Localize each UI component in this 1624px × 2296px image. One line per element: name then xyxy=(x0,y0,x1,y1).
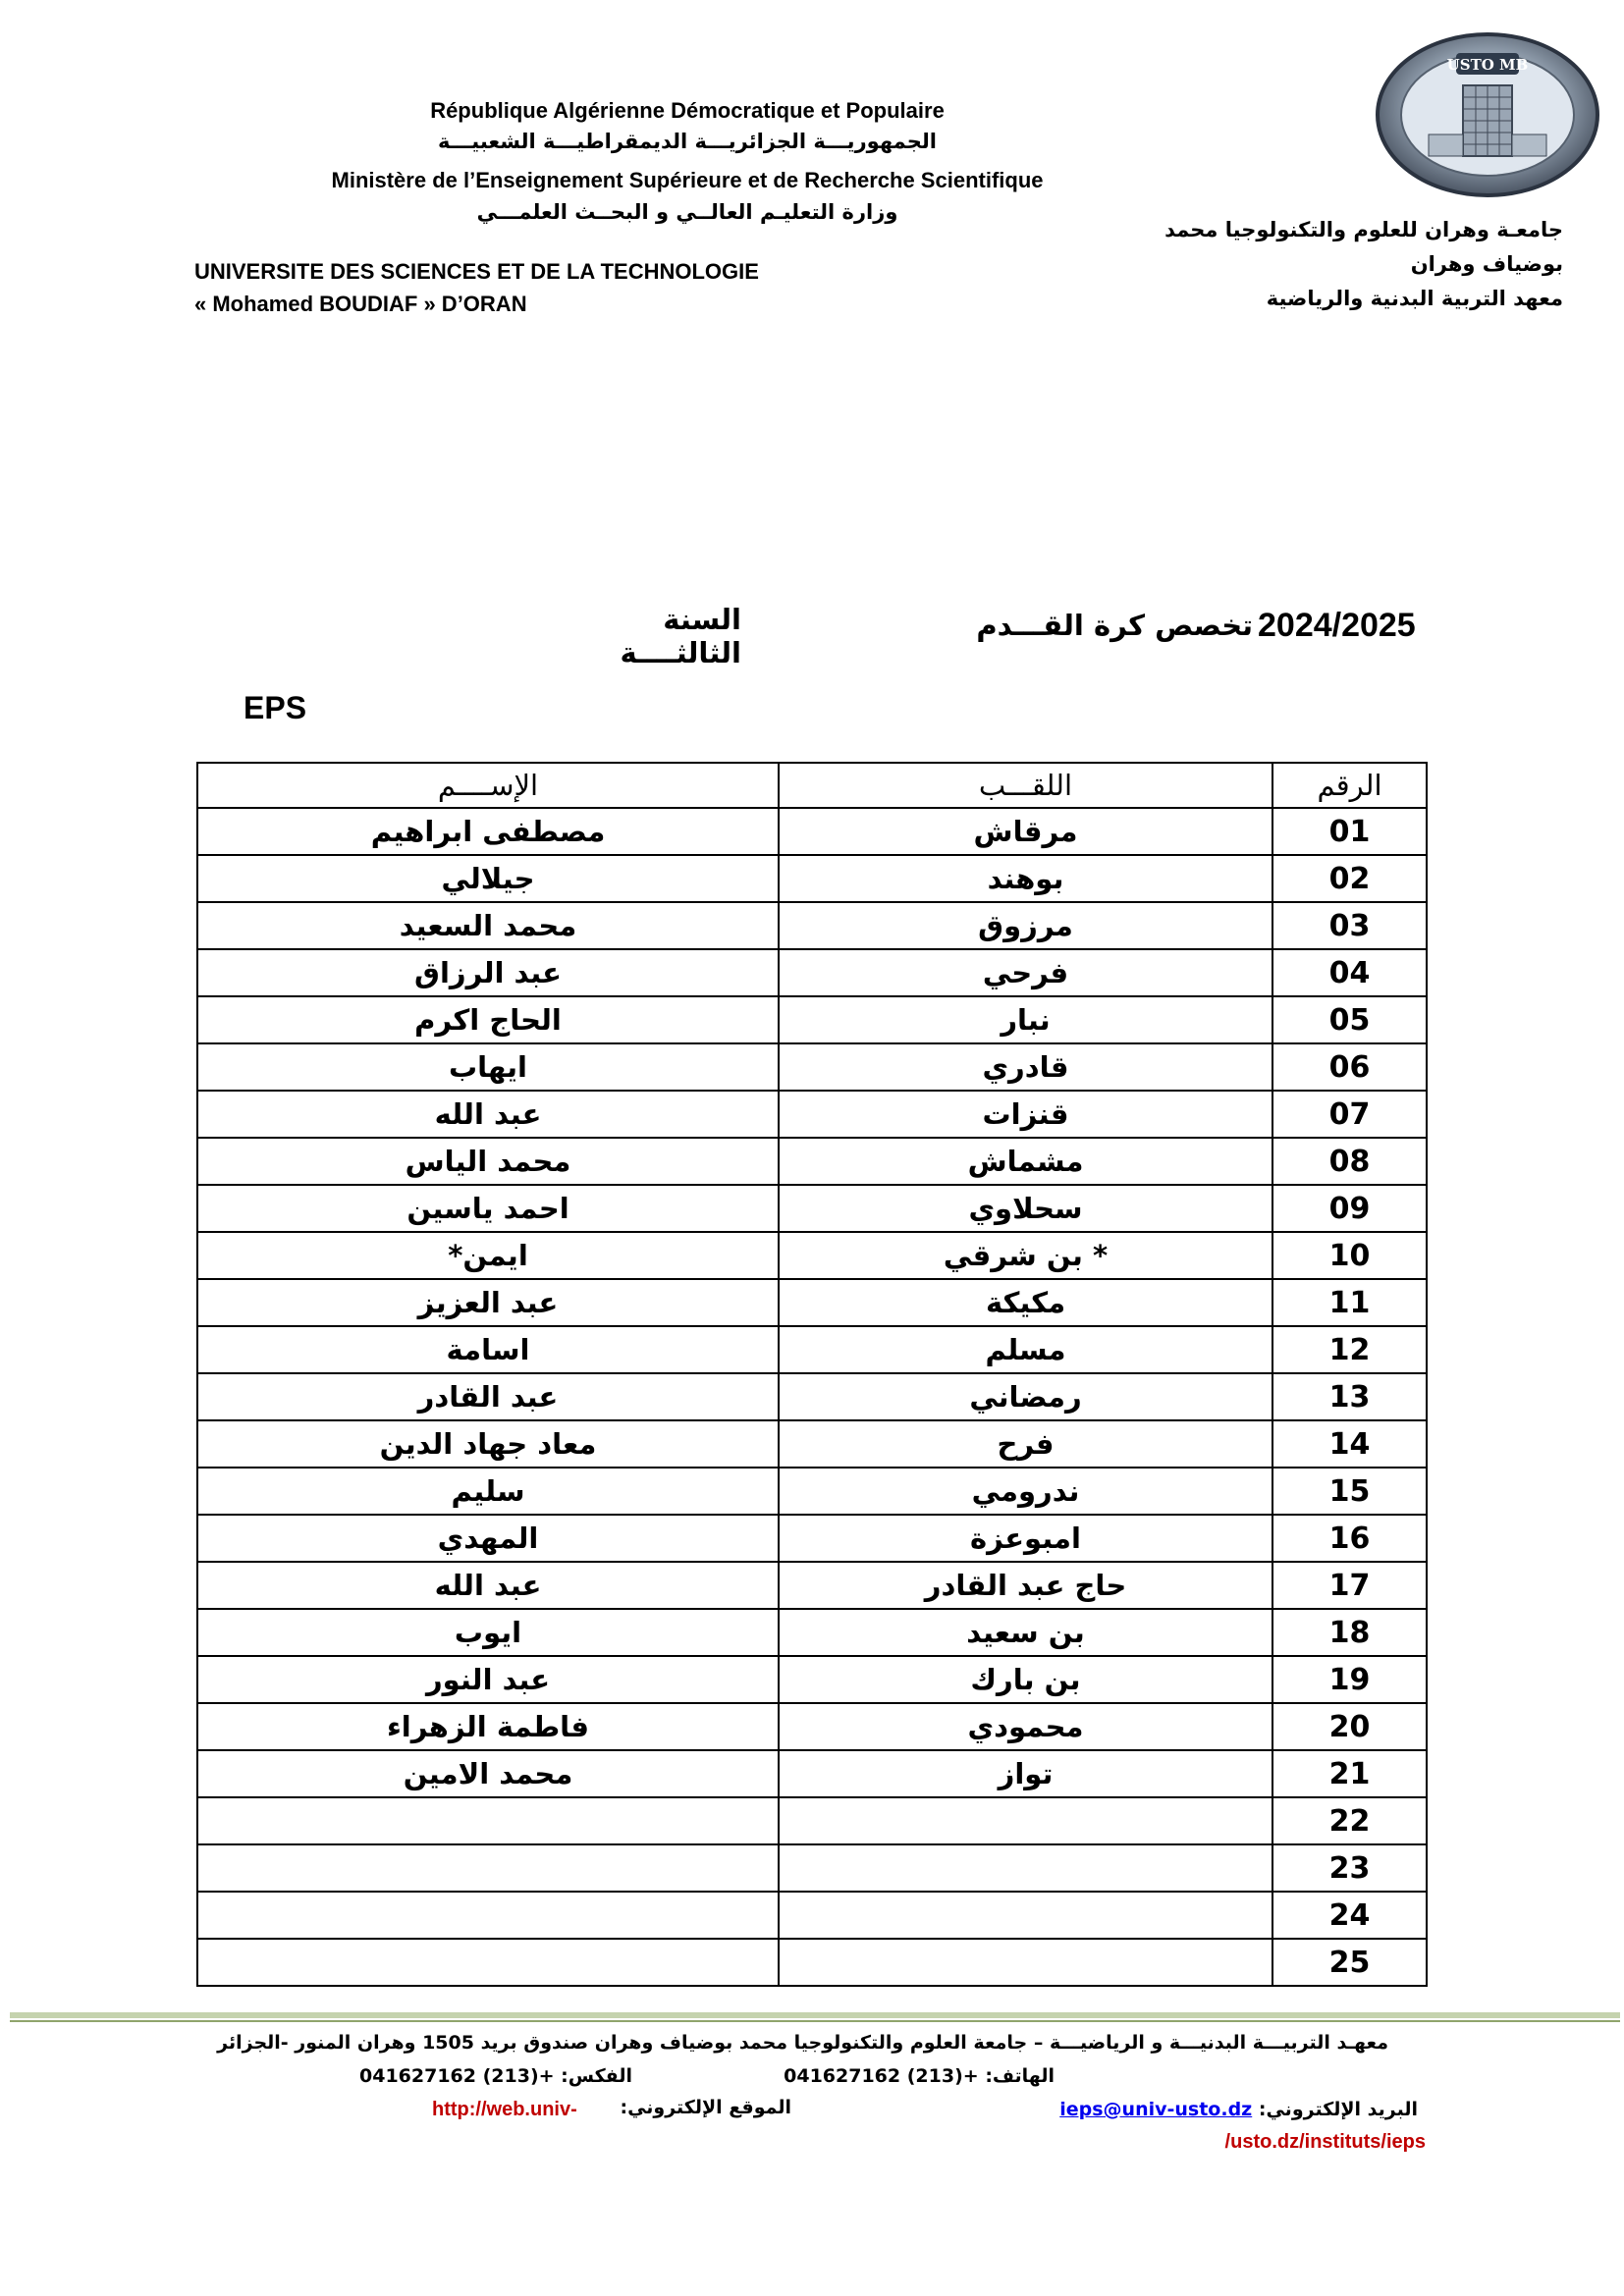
student-name-cell: معاد جهاد الدين xyxy=(197,1420,779,1468)
table-row xyxy=(197,1797,1427,1844)
student-surname-cell: نبار xyxy=(779,996,1272,1043)
table-row xyxy=(197,1373,1427,1420)
table-row xyxy=(197,1750,1427,1797)
student-surname-cell: رمضاني xyxy=(779,1373,1272,1420)
student-number-cell: 12 xyxy=(1272,1326,1427,1373)
student-surname-cell: مكيكة xyxy=(779,1279,1272,1326)
table-row xyxy=(197,1091,1427,1138)
logo-text: USTO MB xyxy=(1446,56,1529,74)
student-number-cell: 13 xyxy=(1272,1373,1427,1420)
student-name-cell: سليم xyxy=(197,1468,779,1515)
table-row xyxy=(197,1468,1427,1515)
phone-label: الهاتف: xyxy=(985,2065,1055,2087)
university-city-ar: بوضياف وهران xyxy=(1410,252,1563,276)
student-name-cell: المهدي xyxy=(197,1515,779,1562)
student-name-cell xyxy=(197,1844,779,1892)
footer-divider xyxy=(10,2012,1620,2018)
student-number-cell: 08 xyxy=(1272,1138,1427,1185)
table-row xyxy=(197,1138,1427,1185)
student-name-cell: محمد السعيد xyxy=(197,902,779,949)
student-surname-cell: بن بارك xyxy=(779,1656,1272,1703)
academic-year: 2024/2025 xyxy=(1258,607,1416,644)
email-label: البريد الإلكتروني: xyxy=(1258,2099,1418,2120)
student-number-cell: 04 xyxy=(1272,949,1427,996)
table-row xyxy=(197,1892,1427,1939)
table-row xyxy=(197,1326,1427,1373)
student-number-cell: 17 xyxy=(1272,1562,1427,1609)
student-number-cell: 01 xyxy=(1272,808,1427,855)
department-label: EPS xyxy=(244,690,307,725)
student-surname-cell xyxy=(779,1939,1272,1986)
table-row xyxy=(197,902,1427,949)
student-surname-cell xyxy=(779,1797,1272,1844)
specialty-title: تخصص كرة القـــدم xyxy=(976,609,1253,642)
university-city-fr: « Mohamed BOUDIAF » D’ORAN xyxy=(194,292,527,316)
student-number-cell: 20 xyxy=(1272,1703,1427,1750)
student-number-cell: 23 xyxy=(1272,1844,1427,1892)
student-surname-cell: مسلم xyxy=(779,1326,1272,1373)
student-surname-cell: قنزات xyxy=(779,1091,1272,1138)
student-surname-cell: * بن شرقي xyxy=(779,1232,1272,1279)
student-name-cell: الحاج اكرم xyxy=(197,996,779,1043)
level-title: السنة الثالثــــة xyxy=(620,603,741,669)
student-name-cell: محمد الياس xyxy=(197,1138,779,1185)
student-name-cell: ايمن* xyxy=(197,1232,779,1279)
student-name-cell: عبد القادر xyxy=(197,1373,779,1420)
student-name-cell: عبد الله xyxy=(197,1562,779,1609)
table-row xyxy=(197,808,1427,855)
table-row xyxy=(197,1232,1427,1279)
student-number-cell: 16 xyxy=(1272,1515,1427,1562)
table-row xyxy=(197,1420,1427,1468)
student-name-cell: احمد ياسين xyxy=(197,1185,779,1232)
footer-fax xyxy=(359,2065,632,2087)
student-number-cell: 15 xyxy=(1272,1468,1427,1515)
table-row xyxy=(197,1515,1427,1562)
student-number-cell: 03 xyxy=(1272,902,1427,949)
table-row xyxy=(197,1844,1427,1892)
student-surname-cell: محمودي xyxy=(779,1703,1272,1750)
student-surname-cell: بوهند xyxy=(779,855,1272,902)
student-surname-cell xyxy=(779,1892,1272,1939)
student-surname-cell: امبوعزة xyxy=(779,1515,1272,1562)
table-row xyxy=(197,996,1427,1043)
student-number-cell: 18 xyxy=(1272,1609,1427,1656)
column-header-number: الرقم xyxy=(1272,763,1427,808)
student-list-table xyxy=(196,762,1428,1987)
ministry-ar: وزارة التعليـم العالــي و البحــث العلمـــي xyxy=(476,200,898,224)
university-name-ar: جامعـة وهران للعلوم والتكنولوجيا محمد xyxy=(1164,218,1563,241)
column-header-surname: اللقـــب xyxy=(779,763,1272,808)
table-row xyxy=(197,1609,1427,1656)
table-row xyxy=(197,1185,1427,1232)
student-name-cell xyxy=(197,1797,779,1844)
student-number-cell: 14 xyxy=(1272,1420,1427,1468)
student-name-cell xyxy=(197,1892,779,1939)
student-name-cell: ايوب xyxy=(197,1609,779,1656)
student-number-cell: 19 xyxy=(1272,1656,1427,1703)
student-number-cell: 07 xyxy=(1272,1091,1427,1138)
republic-ar: الجمهوريـــة الجزائريـــة الديمقراطيـــة الشعبيـــة xyxy=(438,130,937,153)
table-row xyxy=(197,1562,1427,1609)
table-row xyxy=(197,1939,1427,1986)
student-name-cell: اسامة xyxy=(197,1326,779,1373)
website-link-part2[interactable]: /usto.dz/instituts/ieps xyxy=(1224,2131,1426,2153)
student-name-cell xyxy=(197,1939,779,1986)
republic-fr: République Algérienne Démocratique et Populaire xyxy=(430,98,945,123)
ministry-fr: Ministère de l’Enseignement Supérieure et de Recherche Scientifique xyxy=(331,168,1044,192)
footer-website-label: الموقع الإلكتروني: xyxy=(620,2097,791,2118)
phone-value: 041627162 (213)+ xyxy=(784,2065,979,2087)
student-name-cell: عبد الله xyxy=(197,1091,779,1138)
student-surname-cell: مرزوق xyxy=(779,902,1272,949)
student-number-cell: 22 xyxy=(1272,1797,1427,1844)
student-number-cell: 10 xyxy=(1272,1232,1427,1279)
footer-phone xyxy=(784,2065,1055,2087)
footer-email xyxy=(1059,2099,1418,2120)
student-name-cell: ايهاب xyxy=(197,1043,779,1091)
student-number-cell: 09 xyxy=(1272,1185,1427,1232)
institute-ar: معهد التربية البدنية والرياضية xyxy=(1266,287,1563,310)
email-link[interactable]: ieps@univ-usto.dz xyxy=(1059,2099,1253,2120)
student-number-cell: 06 xyxy=(1272,1043,1427,1091)
student-surname-cell: بن سعيد xyxy=(779,1609,1272,1656)
table-header-row xyxy=(197,763,1427,808)
student-surname-cell xyxy=(779,1844,1272,1892)
student-name-cell: عبد العزيز xyxy=(197,1279,779,1326)
student-surname-cell: قادري xyxy=(779,1043,1272,1091)
table-row xyxy=(197,1279,1427,1326)
table-row xyxy=(197,855,1427,902)
student-name-cell: محمد الامين xyxy=(197,1750,779,1797)
table-row xyxy=(197,1656,1427,1703)
footer-divider-thin xyxy=(10,2020,1620,2022)
website-link-part1[interactable]: http://web.univ- xyxy=(432,2099,577,2120)
university-name-fr: UNIVERSITE DES SCIENCES ET DE LA TECHNOLOGIE xyxy=(194,259,759,284)
student-surname-cell: حاج عبد القادر xyxy=(779,1562,1272,1609)
student-name-cell: جيلالي xyxy=(197,855,779,902)
student-name-cell: عبد النور xyxy=(197,1656,779,1703)
column-header-name: الإســــم xyxy=(197,763,779,808)
student-name-cell: عبد الرزاق xyxy=(197,949,779,996)
student-name-cell: فاطمة الزهراء xyxy=(197,1703,779,1750)
student-number-cell: 05 xyxy=(1272,996,1427,1043)
student-surname-cell: تواز xyxy=(779,1750,1272,1797)
student-number-cell: 25 xyxy=(1272,1939,1427,1986)
student-surname-cell: فرحي xyxy=(779,949,1272,996)
table-row xyxy=(197,1043,1427,1091)
student-surname-cell: فرح xyxy=(779,1420,1272,1468)
student-number-cell: 11 xyxy=(1272,1279,1427,1326)
fax-label: الفكس: xyxy=(561,2065,632,2087)
university-logo xyxy=(1370,31,1605,198)
table-row xyxy=(197,1703,1427,1750)
student-number-cell: 24 xyxy=(1272,1892,1427,1939)
student-number-cell: 02 xyxy=(1272,855,1427,902)
student-surname-cell: ندرومي xyxy=(779,1468,1272,1515)
student-number-cell: 21 xyxy=(1272,1750,1427,1797)
fax-value: 041627162 (213)+ xyxy=(359,2065,555,2087)
table-row xyxy=(197,949,1427,996)
student-surname-cell: مشماش xyxy=(779,1138,1272,1185)
student-name-cell: مصطفى ابراهيم xyxy=(197,808,779,855)
footer-address: معهـد التربيـــة البدنيـــة و الرياضيـــة – جامعة العلوم والتكنولوجيا محمد بوضياف وهران صندوق بريد 1505 وهران المنور -الجزائر xyxy=(217,2032,1388,2054)
student-surname-cell: سحلاوي xyxy=(779,1185,1272,1232)
student-surname-cell: مرقاش xyxy=(779,808,1272,855)
